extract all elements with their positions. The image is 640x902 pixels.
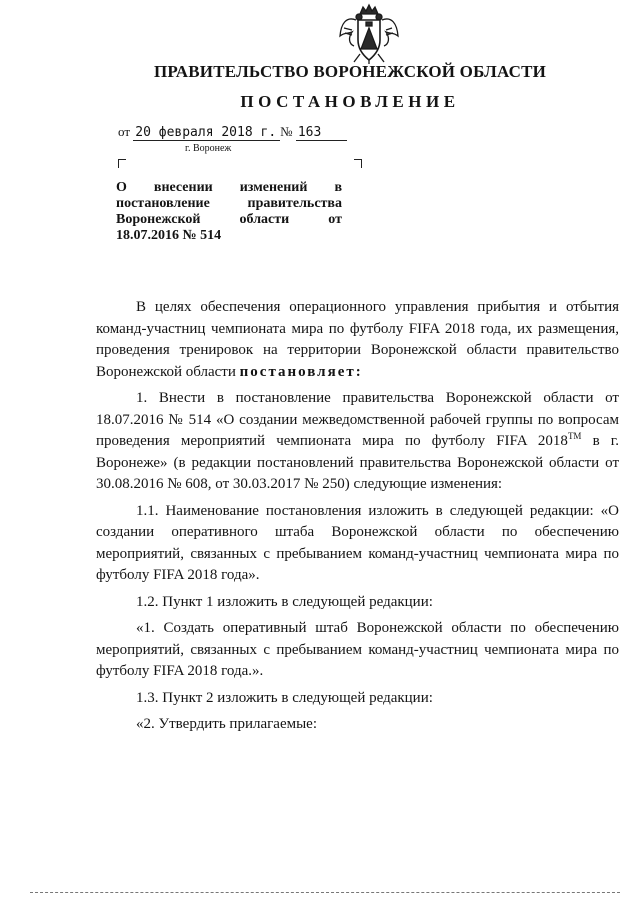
resolve-verb: постановляет: xyxy=(239,363,363,380)
city-name: г. Воронеж xyxy=(185,143,232,154)
coat-of-arms-icon xyxy=(336,2,402,64)
trademark-mark: TM xyxy=(567,431,582,441)
clause-1: 1. Внести в постановление правительства Воронежской области от 18.07.2016 № 514 «О создании межведомственной рабочей группы по вопросам проведения мероприятий чемпионата мира по футболу FIFA 2018™ в г. Воронеже» (в редакции постановлений правительства Воронежской области от 30.08.2016 № 608, от 30.03.2017 № 250) следующие изменения: xyxy=(96,390,620,492)
scan-edge-line xyxy=(30,892,620,893)
document-date: 20 февраля 2018 г. xyxy=(133,125,280,141)
document-subject xyxy=(116,180,342,244)
subject-line: 18.07.2016 № 514 xyxy=(116,228,222,243)
right-corner-bracket xyxy=(354,159,362,168)
number-prefix: № xyxy=(280,124,293,139)
document-body xyxy=(96,297,619,736)
clause-1-1: 1.1. Наименование постановления изложить в следующей редакции: «О создании оперативного штаба Воронежской области по обеспечению мероприятий, связанных с пребыванием команд-участниц чемпионата мира по футболу FIFA 2018 года». xyxy=(96,502,619,583)
clause-1-3: 1.3. Пункт 2 изложить в следующей редакции: xyxy=(136,689,433,706)
date-prefix: от xyxy=(118,124,131,139)
subject-line: Воронежской области от xyxy=(116,212,342,227)
subject-line: О внесении изменений в xyxy=(116,180,342,195)
clause-1-2: 1.2. Пункт 1 изложить в следующей редакции: xyxy=(136,593,433,610)
clause-1-3-text: «2. Утвердить прилагаемые: xyxy=(136,716,317,732)
preamble-paragraph: В целях обеспечения операционного управления прибытия и отбытия команд-участниц чемпионата мира по футболу FIFA 2018 года, их размещения, проведения тренировок на территории Воронежской области правительство Воронежской области постановляет: xyxy=(96,299,619,380)
document-type: ПОСТАНОВЛЕНИЕ xyxy=(240,92,460,111)
subject-line: постановление правительства xyxy=(116,196,342,211)
government-title: ПРАВИТЕЛЬСТВО ВОРОНЕЖСКОЙ ОБЛАСТИ xyxy=(153,62,547,81)
left-corner-bracket xyxy=(118,159,126,168)
clause-1-2-text: «1. Создать оперативный штаб Воронежской области по обеспечению мероприятий, связанных с пребыванием команд-участниц чемпионата мира по футболу FIFA 2018 года.». xyxy=(96,620,619,679)
date-number-line xyxy=(118,124,347,140)
document-number: 163 xyxy=(296,125,347,141)
